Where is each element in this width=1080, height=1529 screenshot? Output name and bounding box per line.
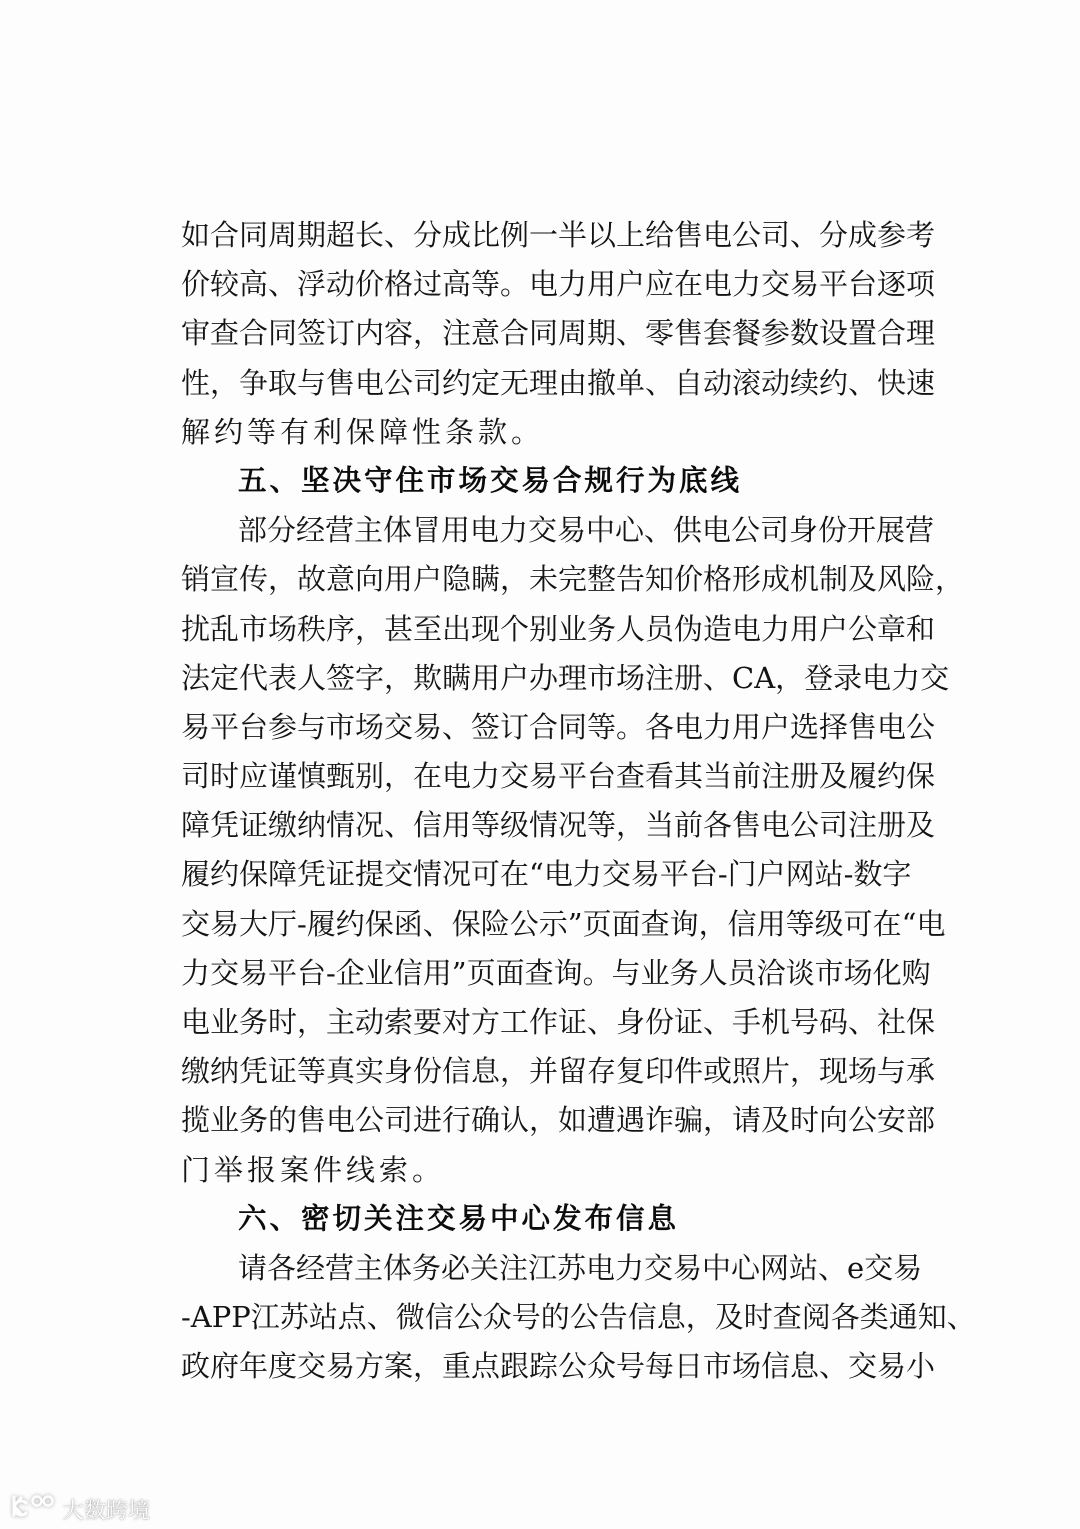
text-line: 揽业务的售电公司进行确认，如遭遇诈骗，请及时向公安部 [181,1103,936,1138]
text-line: 请各经营主体务必关注江苏电力交易中心网站、e交易 [238,1250,923,1285]
text-line: 履约保障凭证提交情况可在“电力交易平台-门户网站-数字 [181,857,912,892]
text-line: 电业务时，主动索要对方工作证、身份证、手机号码、社保 [181,1005,936,1039]
text-line: 交易大厅-履约保函、保险公示”页面查询，信用等级可在“电 [181,906,946,941]
text-line: 司时应谨慎甄别，在电力交易平台查看其当前注册及履约保 [181,759,936,794]
text-line: 缴纳凭证等真实身份信息，并留存复印件或照片，现场与承 [181,1054,936,1089]
document-body [181,214,976,1395]
section-heading-5: 五、坚决守住市场交易合规行为底线 [238,463,743,497]
text-line: 如合同周期超长、分成比例一半以上给售电公司、分成参考 [181,218,936,252]
text-line: 门举报案件线索。 [181,1152,446,1187]
paragraph-compliance [181,509,965,1198]
text-line: -APP江苏站点、微信公众号的公告信息，及时查阅各类通知、 [181,1300,976,1335]
kuajing-logo-icon [10,1493,56,1525]
watermark-text: 大数跨境 [62,1498,151,1524]
text-line: 政府年度交易方案，重点跟踪公众号每日市场信息、交易小 [181,1349,936,1384]
text-line: 销宣传，故意向用户隐瞒，未完整告知价格形成机制及风险， [181,562,965,597]
paragraph-follow-announcements [181,1247,976,1395]
text-line: 力交易平台-企业信用”页面查询。与业务人员洽谈市场化购 [181,955,931,990]
text-line: 障凭证缴纳情况、信用等级情况等，当前各售电公司注册及 [181,808,936,843]
text-line: 易平台参与市场交易、签订合同等。各电力用户选择售电公 [181,709,936,744]
paragraph-contract-review [181,214,936,460]
section-heading-6: 六、密切关注交易中心发布信息 [238,1201,680,1235]
text-line: 价较高、浮动价格过高等。电力用户应在电力交易平台逐项 [181,267,936,302]
text-line: 部分经营主体冒用电力交易中心、供电公司身份开展营 [238,513,935,548]
watermark [10,1494,150,1524]
text-line: 法定代表人签字，欺瞒用户办理市场注册、CA，登录电力交 [181,660,950,695]
text-line: 审查合同签订内容，注意合同周期、零售套餐参数设置合理 [181,316,936,351]
text-line: 扰乱市场秩序，甚至出现个别业务人员伪造电力用户公章和 [181,611,936,646]
text-line: 解约等有利保障性条款。 [181,414,545,449]
text-line: 性，争取与售电公司约定无理由撤单、自动滚动续约、快速 [181,365,936,400]
